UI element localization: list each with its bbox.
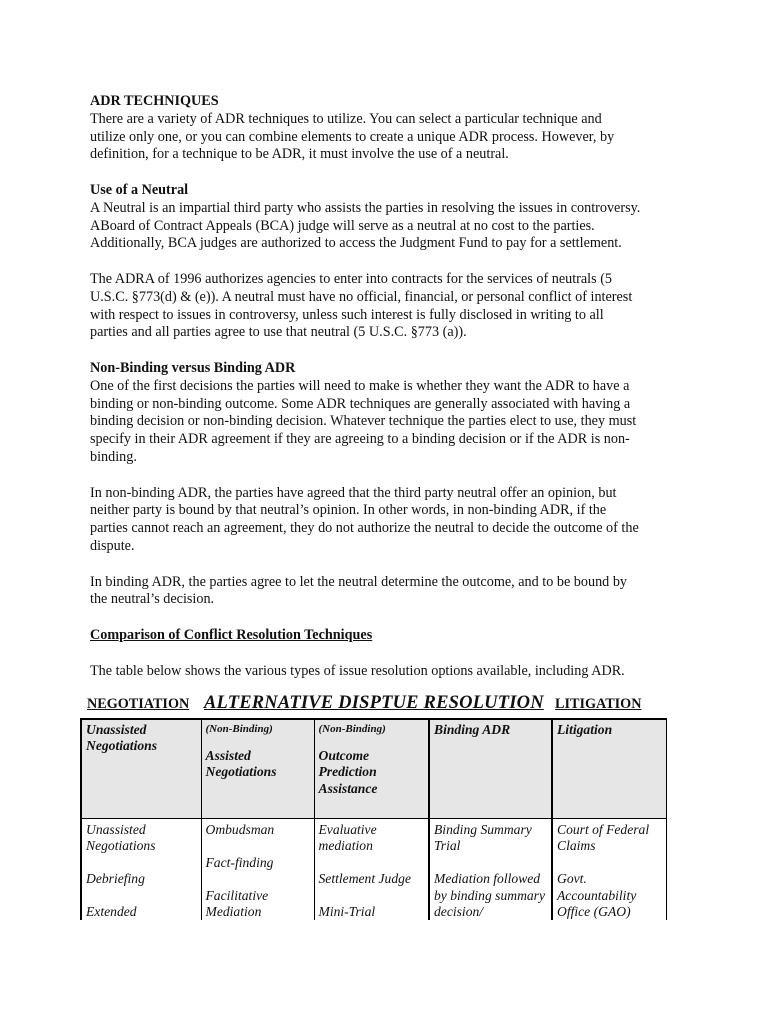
text-line: parties and all parties agree to use that neutral (5 U.S.C. §773 (a)). (90, 324, 467, 341)
header-litigation: Litigation (552, 719, 666, 819)
text-line: A Neutral is an impartial third party who assists the parties in resolving the issues in controversy. (90, 199, 641, 216)
label-adr: ALTERNATIVE DISPTUE RESOLUTION (204, 693, 544, 713)
heading-binding: Non-Binding versus Binding ADR (90, 359, 296, 376)
header-unassisted: Unassisted Negotiations (81, 719, 201, 819)
text-line: The ADRA of 1996 authorizes agencies to enter into contracts for the services of neutrals (5 (90, 270, 613, 287)
text-line: binding. (90, 448, 137, 465)
text-line: dispute. (90, 537, 135, 554)
label-litigation: LITIGATION (555, 696, 642, 712)
text-line: the neutral’s decision. (90, 591, 215, 608)
table-cell-outcome: Evaluative mediation Settlement Judge Mini-Trial (314, 819, 429, 921)
text-line: with respect to issues in controversy, unless such interest is fully disclosed in writing to all (90, 306, 604, 323)
text-line: binding decision or non-binding decision. Whatever technique the parties elect to use, they must (90, 413, 637, 430)
text-line: The table below shows the various types of issue resolution options available, including ADR. (90, 662, 625, 679)
text-line: There are a variety of ADR techniques to utilize. You can select a particular technique and (90, 110, 602, 127)
header-binding-adr: Binding ADR (429, 719, 552, 819)
table-cell-assisted: Ombudsman Fact-finding Facilitative Mediation (201, 819, 314, 921)
table-cell-negotiation: Unassisted Negotiations Debriefing Extended (81, 819, 201, 921)
text-line: In non-binding ADR, the parties have agreed that the third party neutral offer an opinion, but (90, 484, 617, 501)
document-body (90, 93, 680, 680)
table-row (81, 819, 666, 921)
heading-comparison: Comparison of Conflict Resolution Techniques (90, 626, 373, 643)
text-line: In binding ADR, the parties agree to let the neutral determine the outcome, and to be bound by (90, 573, 628, 590)
table-cell-litigation: Court of Federal Claims Govt. Accountability Office (GAO) (552, 819, 666, 921)
text-line: parties cannot reach an agreement, they do not authorize the neutral to decide the outcome of the (90, 520, 639, 537)
label-negotiation: NEGOTIATION (87, 696, 190, 712)
text-line: One of the first decisions the parties will need to make is whether they want the ADR to have a (90, 377, 630, 394)
text-line: ABoard of Contract Appeals (BCA) judge will serve as a neutral at no cost to the parties. (90, 217, 595, 234)
comparison-table-area (80, 693, 665, 920)
header-outcome-prediction: (Non-Binding) Outcome Prediction Assistance (314, 719, 429, 819)
heading-adr-techniques: ADR TECHNIQUES (90, 93, 219, 109)
header-assisted: (Non-Binding) Assisted Negotiations (201, 719, 314, 819)
table-header-row (81, 719, 666, 819)
text-line: Additionally, BCA judges are authorized to access the Judgment Fund to pay for a settlement. (90, 235, 622, 252)
text-line: neither party is bound by that neutral’s opinion. In other words, in non-binding ADR, if the (90, 502, 607, 519)
table-cell-binding: Binding Summary Trial Mediation followed by binding summary decision/ (429, 819, 552, 921)
heading-use-of-neutral: Use of a Neutral (90, 181, 189, 198)
table-group-labels (80, 693, 665, 718)
text-line: U.S.C. §773(d) & (e)). A neutral must have no official, financial, or personal conflict of interest (90, 288, 633, 305)
text-line: definition, for a technique to be ADR, it must involve the use of a neutral. (90, 146, 509, 163)
text-line: binding or non-binding outcome. Some ADR techniques are generally associated with having a (90, 395, 631, 412)
text-line: specify in their ADR agreement if they are agreeing to a binding decision or if the ADR is non- (90, 431, 630, 448)
comparison-table (80, 718, 667, 920)
text-line: utilize only one, or you can combine elements to create a unique ADR process. However, by (90, 128, 615, 145)
